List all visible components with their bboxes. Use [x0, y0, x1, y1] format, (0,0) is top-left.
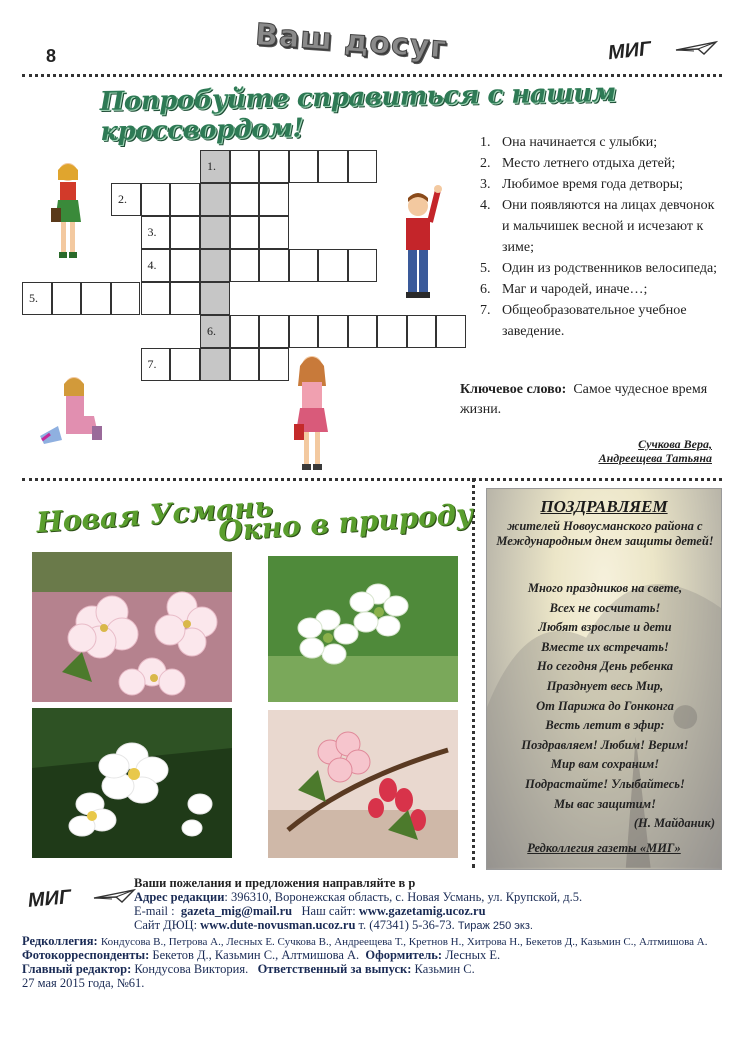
footer-contacts: E-mail : gazeta_mig@mail.ru Наш сайт: www.gazetamig.ucoz.ru [134, 904, 486, 918]
greeting-subtitle: жителей Новоусманского района с Международным днем защиты детей! [496, 519, 714, 548]
nature-title-line2: Окно в природу [217, 497, 474, 548]
crossword-cell[interactable] [170, 249, 200, 282]
keyword-label: Ключевое слово: [460, 382, 567, 397]
email-link[interactable]: gazeta_mig@mail.ru [180, 904, 293, 918]
crossword-cell[interactable] [111, 282, 141, 315]
question-item: 6. Маг и чародей, иначе…; [480, 282, 648, 297]
crossword-cell[interactable] [230, 249, 260, 282]
crossword-cell[interactable] [289, 249, 319, 282]
footer-photographers: Фотокорреспонденты: Бекетов Д., Казьмин С., Алтмишова А. Оформитель: Лесных Е. [22, 948, 501, 962]
crossword-cell[interactable] [170, 216, 200, 249]
crossword-cell[interactable] [318, 150, 348, 183]
crossword-cell[interactable] [200, 216, 230, 249]
crossword-cell[interactable]: 7. [141, 348, 171, 381]
question-item: 5. Один из родственников велосипеда; [480, 261, 718, 276]
crossword-cell[interactable] [259, 216, 289, 249]
page-number: 8 [46, 46, 57, 66]
keyword-hint [460, 380, 720, 420]
crossword-cell[interactable] [230, 150, 260, 183]
crossword-cell[interactable]: 4. [141, 249, 171, 282]
newspaper-logo: МИГ [606, 37, 653, 65]
crossword-cell[interactable]: 5. [22, 282, 52, 315]
footer-editors: Главный редактор: Кондусова Виктория. Ответственный за выпуск: Казьмин С. [22, 962, 475, 976]
crossword-cell[interactable] [348, 150, 378, 183]
crossword-cell[interactable] [259, 150, 289, 183]
girl-with-bag-illustration [290, 352, 334, 474]
crossword-cell[interactable] [259, 315, 289, 348]
dyuts-link[interactable]: www.dute-novusman.ucoz.ru [200, 918, 356, 932]
middle-divider [22, 478, 722, 481]
nature-title-line1: Новая Усмань [35, 489, 274, 540]
boy-illustration [398, 184, 444, 306]
top-divider [22, 74, 722, 77]
crossword-cell[interactable] [230, 348, 260, 381]
crossword-cell[interactable] [318, 249, 348, 282]
crossword-cell[interactable] [230, 315, 260, 348]
crossword-cell[interactable]: 3. [141, 216, 171, 249]
crossword-cell[interactable] [200, 183, 230, 216]
crossword-title: Попробуйте справиться с нашим кроссвордом! [99, 77, 616, 147]
question-item: 1. Она начинается с улыбки; [480, 135, 658, 150]
question-item: 4. Они появляются на лицах девчонок и мальчишек весной и исчезают к зиме; [480, 198, 715, 255]
footer-wishes: Ваши пожелания и предложения направляйте в р [134, 876, 416, 890]
crossword-cell[interactable] [81, 282, 111, 315]
crossword-cell[interactable] [407, 315, 437, 348]
crossword-cell[interactable] [348, 249, 378, 282]
flower-photo-3 [32, 708, 232, 858]
flower-photo-4 [268, 710, 458, 858]
crossword-cell[interactable] [141, 183, 171, 216]
crossword-cell[interactable] [170, 183, 200, 216]
crossword-cell[interactable] [348, 315, 378, 348]
kneeling-girl-illustration [36, 374, 110, 448]
crossword-authors: Сучкова Вера, Андреещева Татьяна [598, 437, 712, 465]
crossword-cell[interactable] [230, 216, 260, 249]
keyword-text: Самое чудесное время жизни. [460, 382, 708, 417]
greeting-signature: Редколлегия газеты «МИГ» [527, 841, 681, 855]
paper-plane-icon [92, 888, 136, 904]
crossword-cell[interactable] [436, 315, 466, 348]
crossword-cell[interactable] [170, 282, 200, 315]
footer-board: Редколлегия: Кондусова В., Петрова А., Лесных Е. Сучкова В., Андреещева Т., Кретнов Н., Хитрова Н., Бекетов Д., Казьмин С., Алтмишова А. [22, 934, 708, 948]
crossword-cell[interactable] [289, 315, 319, 348]
crossword-cell[interactable] [259, 249, 289, 282]
crossword-cell[interactable] [141, 282, 171, 315]
girl-illustration [48, 160, 88, 265]
footer-issue-date: 27 мая 2015 года, №61. [22, 976, 145, 990]
crossword-questions [480, 132, 720, 342]
crossword-cell[interactable]: 6. [200, 315, 230, 348]
crossword-cell[interactable] [318, 315, 348, 348]
crossword-cell[interactable] [259, 348, 289, 381]
newspaper-logo-bottom: МИГ [27, 886, 73, 912]
flower-photo-1 [32, 552, 232, 702]
vertical-divider [472, 478, 475, 868]
crossword-cell[interactable] [200, 249, 230, 282]
crossword-cell[interactable] [230, 183, 260, 216]
crossword-cell[interactable] [200, 282, 230, 315]
crossword-cell[interactable]: 2. [111, 183, 141, 216]
question-item: 3. Любимое время года детворы; [480, 177, 684, 192]
crossword-cell[interactable]: 1. [200, 150, 230, 183]
crossword-cell[interactable] [259, 183, 289, 216]
paper-plane-icon [674, 40, 718, 56]
crossword-cell[interactable] [377, 315, 407, 348]
crossword-cell[interactable] [289, 150, 319, 183]
crossword-cell[interactable] [200, 348, 230, 381]
greeting-poem: Много праздников на свете, Всех не сосчитать! Любят взрослые и дети Вместе их встречать! Но сегодня День ребенка Празднует весь Мир, От Парижа до Гонконга Весть летит в эфир: Поздравляем! Любим! Верим! Мир вам сохраним! Подрастайте! Улыбайтесь! Мы вас защитим! (Н. Майданик) [493, 579, 717, 834]
crossword-cell[interactable] [52, 282, 82, 315]
greeting-title: ПОЗДРАВЛЯЕМ [540, 497, 668, 516]
footer-address: Адрес редакции: 396310, Воронежская область, с. Новая Усмань, ул. Крупской, д.5. [134, 890, 583, 904]
footer-dyuts: Сайт ДЮЦ: www.dute-novusman.ucoz.ru т. (47341) 5-36-73. Тираж 250 экз. [134, 918, 533, 932]
question-item: 7. Общеобразовательное учебное заведение. [480, 303, 687, 339]
question-item: 2. Место летнего отдыха детей; [480, 156, 676, 171]
poem-author: (Н. Майданик) [633, 816, 715, 831]
crossword-cell[interactable] [170, 348, 200, 381]
flower-photo-2 [268, 556, 458, 702]
greeting-box [486, 488, 722, 870]
site-link[interactable]: www.gazetamig.ucoz.ru [358, 904, 486, 918]
section-title: Ваш досуг [254, 17, 449, 66]
